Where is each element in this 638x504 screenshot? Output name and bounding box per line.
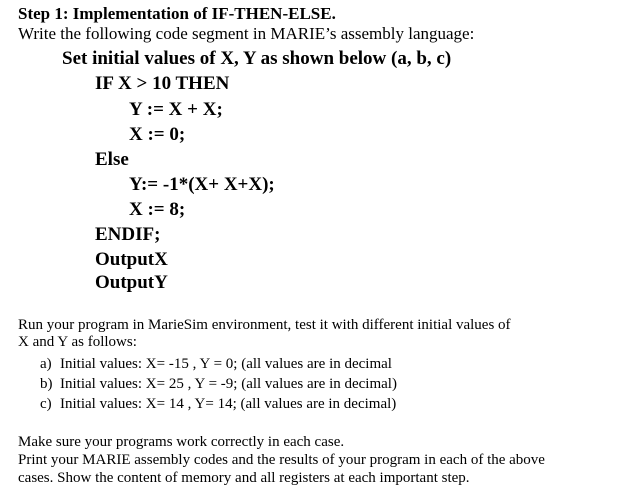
setup-heading: Set initial values of X, Y as shown below (a, b, c) [62,48,452,69]
code-line-else-assign-y: Y:= -1*(X+ X+X); [129,174,275,195]
run-text-line1: Run your program in MarieSim environment, test it with different initial values of [18,317,511,333]
code-line-else-assign-x: X := 8; [129,199,186,220]
option-c [40,396,396,413]
closing-line1: Make sure your programs work correctly in each case. [18,434,345,450]
code-line-assign-x: X := 0; [129,124,186,145]
option-a-text: Initial values: X= -15 , Y = 0; (all values are in decimal [60,356,392,372]
code-line-endif: ENDIF; [95,224,161,245]
option-a [40,356,392,373]
code-line-output-x: OutputX [95,249,168,270]
code-line-output-y: OutputY [95,272,168,293]
code-line-else: Else [95,149,129,170]
option-b-text: Initial values: X= 25 , Y = -9; (all values are in decimal) [60,376,397,392]
step-instruction: Write the following code segment in MARIE’s assembly language: [18,24,475,43]
option-b [40,376,397,393]
option-b-label: b) [40,376,53,392]
step-title: Step 1: Implementation of IF-THEN-ELSE. [18,4,336,23]
option-c-text: Initial values: X= 14 , Y= 14; (all values are in decimal) [60,396,397,412]
option-a-label: a) [40,356,52,372]
option-c-label: c) [40,396,52,412]
closing-line2: Print your MARIE assembly codes and the results of your program in each of the above [18,452,545,468]
code-line-assign-y: Y := X + X; [129,99,223,120]
code-line-if: IF X > 10 THEN [95,73,230,94]
run-text-line2: X and Y as follows: [18,334,137,350]
closing-line3: cases. Show the content of memory and all registers at each important step. [18,470,470,486]
